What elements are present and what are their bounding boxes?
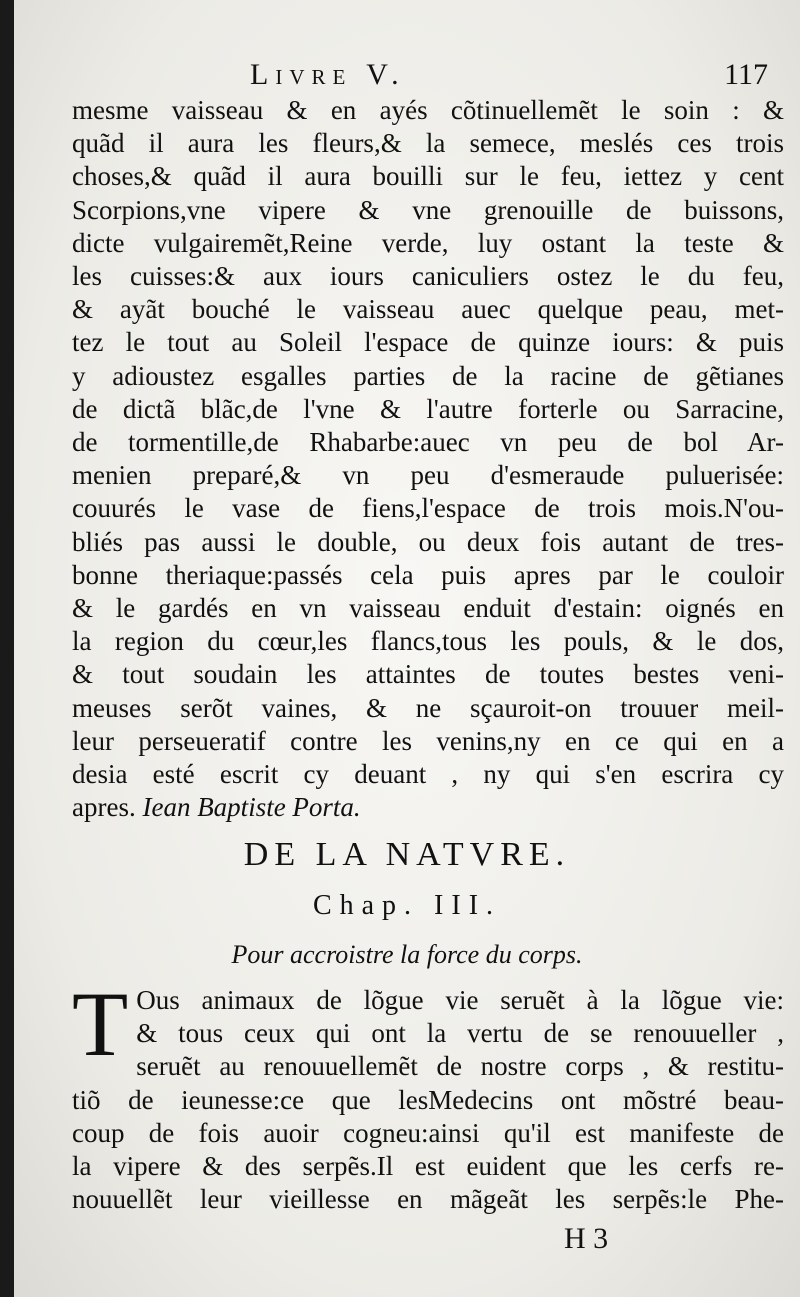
text-line: la region du cœur,les flancs,tous les pouls, & le dos, (72, 626, 784, 657)
text-line-last (72, 791, 784, 824)
text-line: desia esté escrit cy deuant , ny qui s'en escrira cy (72, 759, 784, 790)
text-line: leur perseueratif contre les venins,ny en ce qui en a (72, 725, 784, 756)
text-line: les cuisses:& aux iours caniculiers ostez le du feu, (72, 261, 784, 292)
chapter-subtitle: Pour accroistre la force du corps. (231, 940, 583, 969)
text-line: bliés pas aussi le double, ou deux fois autant de tres- (72, 526, 784, 557)
text-line: de tormentille,de Rhabarbe:auec vn peu de bol Ar- (72, 427, 784, 458)
text-line: y adioustez esgalles parties de la racine de gẽtianes (72, 360, 784, 391)
text-line: nouuellẽt leur vieillesse en mãgeãt les serpẽs:le Phe- (72, 1184, 784, 1215)
drop-cap: T (72, 973, 129, 1075)
passage-end: apres. (72, 792, 136, 823)
text-line: quãd il aura les fleurs,& la semece, meslés ces trois (72, 128, 784, 159)
page-header (14, 58, 800, 98)
book-page (14, 0, 800, 1297)
text-line: coup de fois auoir cogneu:ainsi qu'il est manifeste de (72, 1117, 784, 1148)
signature-mark: H 3 (564, 1222, 609, 1255)
text-line: meuses serõt vaines, & ne sçauroit-on trouuer meil- (72, 692, 784, 723)
text-line: dicte vulgairemẽt,Reine verde, luy ostant la teste & (72, 227, 784, 258)
section-title: DE LA NATVRE. (243, 836, 571, 873)
text-line: & ayãt bouché le vaisseau auec quelque peau, met- (72, 294, 784, 325)
text-line: mesme vaisseau & en ayés cõtinuellemẽt le soin : & (72, 95, 784, 125)
passage-text (72, 94, 784, 824)
text-line: tez le tout au Soleil l'espace de quinze iours: & puis (72, 327, 784, 358)
running-head: Livre V. (250, 58, 406, 91)
text-line: la vipere & des serpẽs.Il est euident que les cerfs re- (72, 1151, 784, 1182)
text-line: & tous ceux qui ont la vertu de se renouueller , (136, 1018, 784, 1049)
text-line: & tout soudain les attaintes de toutes bestes veni- (72, 659, 784, 690)
text-line: choses,& quãd il aura bouilli sur le feu, iettez y cent (72, 161, 784, 192)
text-line: menien preparé,& vn peu d'esmeraude puluerisée: (72, 460, 784, 491)
chapter-text (72, 973, 784, 1216)
chapter-heading: Chap. III. (312, 890, 502, 921)
text-line: tiõ de ieunesse:ce que lesMedecins ont mõstré beau- (72, 1084, 784, 1115)
text-line: couurés le vase de fiens,l'espace de trois mois.N'ou- (72, 493, 784, 524)
text-line: seruẽt au renouuellemẽt de nostre corps , & restitu- (136, 1051, 784, 1082)
text-line: bonne theriaque:passés cela puis apres par le couloir (72, 559, 784, 590)
text-line: Ous animaux de lõgue vie seruẽt à la lõgue vie: (136, 985, 784, 1015)
page-number: 117 (724, 58, 768, 91)
text-line: & le gardés en vn vaisseau enduit d'estain: oignés en (72, 593, 784, 624)
author-attribution: Iean Baptiste Porta. (142, 792, 361, 823)
text-line: de dictã blãc,de l'vne & l'autre forterle ou Sarracine, (72, 393, 784, 424)
text-line: Scorpions,vne vipere & vne grenouille de buissons, (72, 194, 784, 225)
